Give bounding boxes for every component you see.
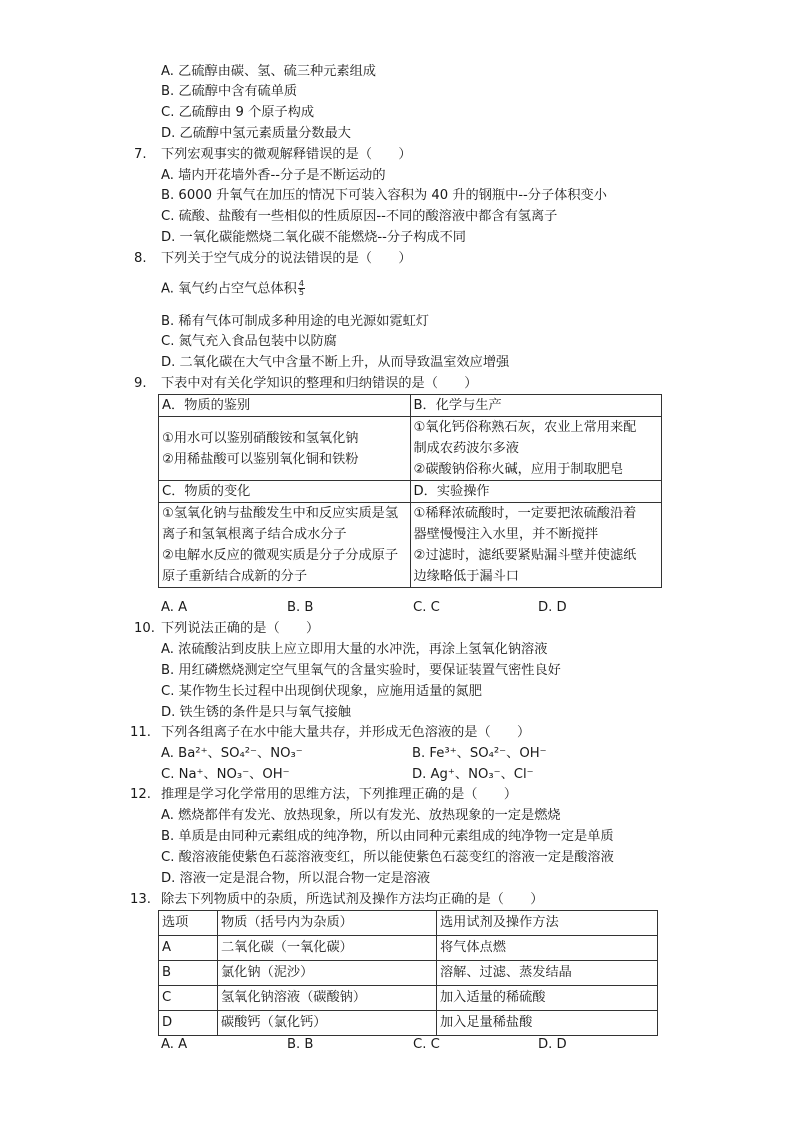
q6-option-d: D. 乙硫醇中氢元素质量分数最大	[161, 126, 351, 141]
q7-number: 7.	[134, 147, 147, 162]
q10-option-a: A. 浓硫酸沾到皮肤上应立即用大量的水冲洗，再涂上氢氧化钠溶液	[161, 642, 548, 657]
q13-row-d-substance: 碳酸钙（氯化钙）	[218, 1011, 437, 1036]
fraction-denominator: 5	[298, 288, 304, 297]
q10-number: 10.	[134, 621, 155, 636]
q9-d-line-4: 边缘略低于漏斗口	[413, 569, 519, 584]
q13-choice-d: D. D	[538, 1037, 567, 1052]
q6-option-c: C. 乙硫醇由 9 个原子构成	[161, 105, 315, 120]
q8-number: 8.	[134, 251, 147, 266]
q8-stem: 下列关于空气成分的说法错误的是（ ）	[161, 251, 412, 266]
q9-cell-c-head: C．物质的变化	[159, 481, 411, 503]
q9-b-line-1: ①氧化钙俗称熟石灰，农业上常用来配	[413, 420, 637, 435]
q9-a-line-1: ①用水可以鉴别硝酸铵和氢氧化钠	[162, 430, 359, 446]
q8-option-b: B. 稀有气体可制成多种用途的电光源如霓虹灯	[161, 314, 429, 329]
table-row	[159, 961, 658, 986]
q12-option-b: B. 单质是由同种元素组成的纯净物，所以由同种元素组成的纯净物一定是单质	[161, 829, 614, 844]
q9-cell-d-body	[410, 503, 662, 588]
q9-cell-b-body	[410, 417, 662, 481]
q11-option-d: D. Ag⁺、NO₃⁻、Cl⁻	[412, 767, 534, 782]
q9-choice-c: C. C	[413, 600, 440, 615]
q13-choice-a: A. A	[161, 1037, 188, 1052]
q9-choice-d: D. D	[538, 600, 567, 615]
q11-stem: 下列各组离子在水中能大量共存，并形成无色溶液的是（ ）	[161, 725, 531, 740]
q13-row-b-label: B	[159, 961, 218, 986]
q9-b-line-3: ②碳酸钠俗称火碱，应用于制取肥皂	[413, 462, 624, 477]
q9-c-line-1: ①氢氧化钠与盐酸发生中和反应实质是氢	[162, 506, 399, 521]
q7-stem: 下列宏观事实的微观解释错误的是（ ）	[161, 147, 412, 162]
q13-header-substance: 物质（括号内为杂质）	[218, 911, 437, 936]
q13-row-b-method: 溶解、过滤、蒸发结晶	[437, 961, 658, 986]
q9-table	[158, 394, 662, 588]
q13-table	[158, 910, 658, 1036]
q8-option-d: D. 二氧化碳在大气中含量不断上升，从而导致温室效应增强	[161, 355, 510, 370]
q9-d-line-1: ①稀释浓硫酸时，一定要把浓硫酸沿着	[413, 506, 637, 521]
q10-option-b: B. 用红磷燃烧测定空气里氧气的含量实验时，要保证装置气密性良好	[161, 663, 561, 678]
q9-cell-d-head: D．实验操作	[410, 481, 662, 503]
table-row	[159, 1011, 658, 1036]
q10-option-d: D. 铁生锈的条件是只与氧气接触	[161, 705, 351, 720]
q13-header-option: 选项	[159, 911, 218, 936]
q11-option-c: C. Na⁺、NO₃⁻、OH⁻	[161, 767, 290, 782]
q6-option-b: B. 乙硫醇中含有硫单质	[161, 84, 298, 99]
q7-option-a: A. 墙内开花墙外香--分子是不断运动的	[161, 168, 386, 183]
q13-row-d-method: 加入足量稀盐酸	[437, 1011, 658, 1036]
q11-number: 11.	[130, 725, 151, 740]
fraction-numerator: 4	[298, 279, 304, 288]
q13-row-b-substance: 氯化钠（泥沙）	[218, 961, 437, 986]
q9-b-line-2: 制成农药波尔多液	[413, 441, 519, 456]
q13-choice-c: C. C	[413, 1037, 440, 1052]
q9-choice-a: A. A	[161, 600, 188, 615]
q8-option-a	[161, 280, 305, 299]
q12-option-d: D. 溶液一定是混合物，所以混合物一定是溶液	[161, 871, 431, 886]
table-row	[159, 936, 658, 961]
q13-number: 13.	[130, 892, 151, 907]
q8-option-c: C. 氮气充入食品包装中以防腐	[161, 334, 337, 349]
q9-c-line-4: 原子重新结合成新的分子	[162, 569, 308, 584]
q8-option-a-text: A. 氧气约占空气总体积	[161, 281, 297, 297]
q13-row-d-label: D	[159, 1011, 218, 1036]
q13-row-c-method: 加入适量的稀硫酸	[437, 986, 658, 1011]
q13-row-a-label: A	[159, 936, 218, 961]
q13-row-c-substance: 氢氧化钠溶液（碳酸钠）	[218, 986, 437, 1011]
q11-option-b: B. Fe³⁺、SO₄²⁻、OH⁻	[412, 746, 547, 761]
q9-a-line-2: ②用稀盐酸可以鉴别氧化铜和铁粉	[162, 451, 359, 467]
q13-header-method: 选用试剂及操作方法	[437, 911, 658, 936]
q9-cell-a-body	[159, 417, 411, 481]
q9-cell-a-head: A．物质的鉴别	[159, 395, 411, 417]
q7-option-d: D. 一氧化碳能燃烧二氧化碳不能燃烧--分子构成不同	[161, 230, 466, 245]
q9-cell-b-head: B．化学与生产	[410, 395, 662, 417]
q12-number: 12.	[130, 787, 151, 802]
q10-stem: 下列说法正确的是（ ）	[161, 621, 320, 636]
q12-stem: 推理是学习化学常用的思维方法，下列推理正确的是（ ）	[161, 787, 518, 802]
q9-cell-c-body	[159, 503, 411, 588]
q13-row-c-label: C	[159, 986, 218, 1011]
q9-choice-b: B. B	[287, 600, 314, 615]
q9-d-line-2: 器壁慢慢注入水里，并不断搅拌	[413, 527, 599, 542]
q11-option-a: A. Ba²⁺、SO₄²⁻、NO₃⁻	[161, 746, 303, 761]
q13-row-a-method: 将气体点燃	[437, 936, 658, 961]
q9-number: 9.	[134, 376, 147, 391]
q6-option-a: A. 乙硫醇由碳、氢、硫三种元素组成	[161, 64, 376, 79]
q13-row-a-substance: 二氧化碳（一氧化碳）	[218, 936, 437, 961]
q9-c-line-2: 离子和氢氧根离子结合成水分子	[162, 527, 347, 542]
q10-option-c: C. 某作物生长过程中出现倒伏现象，应施用适量的氮肥	[161, 684, 482, 699]
q9-c-line-3: ②电解水反应的微观实质是分子分成原子	[162, 548, 399, 563]
table-row	[159, 986, 658, 1011]
q7-option-c: C. 硫酸、盐酸有一些相似的性质原因--不同的酸溶液中都含有氢离子	[161, 209, 558, 224]
q9-stem: 下表中对有关化学知识的整理和归纳错误的是（ ）	[161, 376, 478, 391]
q13-choice-b: B. B	[287, 1037, 314, 1052]
q12-option-a: A. 燃烧都伴有发光、放热现象，所以有发光、放热现象的一定是燃烧	[161, 808, 561, 823]
q12-option-c: C. 酸溶液能使紫色石蕊溶液变红，所以能使紫色石蕊变红的溶液一定是酸溶液	[161, 850, 614, 865]
q13-stem: 除去下列物质中的杂质，所选试剂及操作方法均正确的是（ ）	[161, 892, 544, 907]
q7-option-b: B. 6000 升氧气在加压的情况下可装入容积为 40 升的钢瓶中--分子体积变小	[161, 188, 607, 203]
four-fifths-fraction	[298, 280, 305, 297]
q9-d-line-3: ②过滤时，滤纸要紧贴漏斗壁并使滤纸	[413, 548, 637, 563]
